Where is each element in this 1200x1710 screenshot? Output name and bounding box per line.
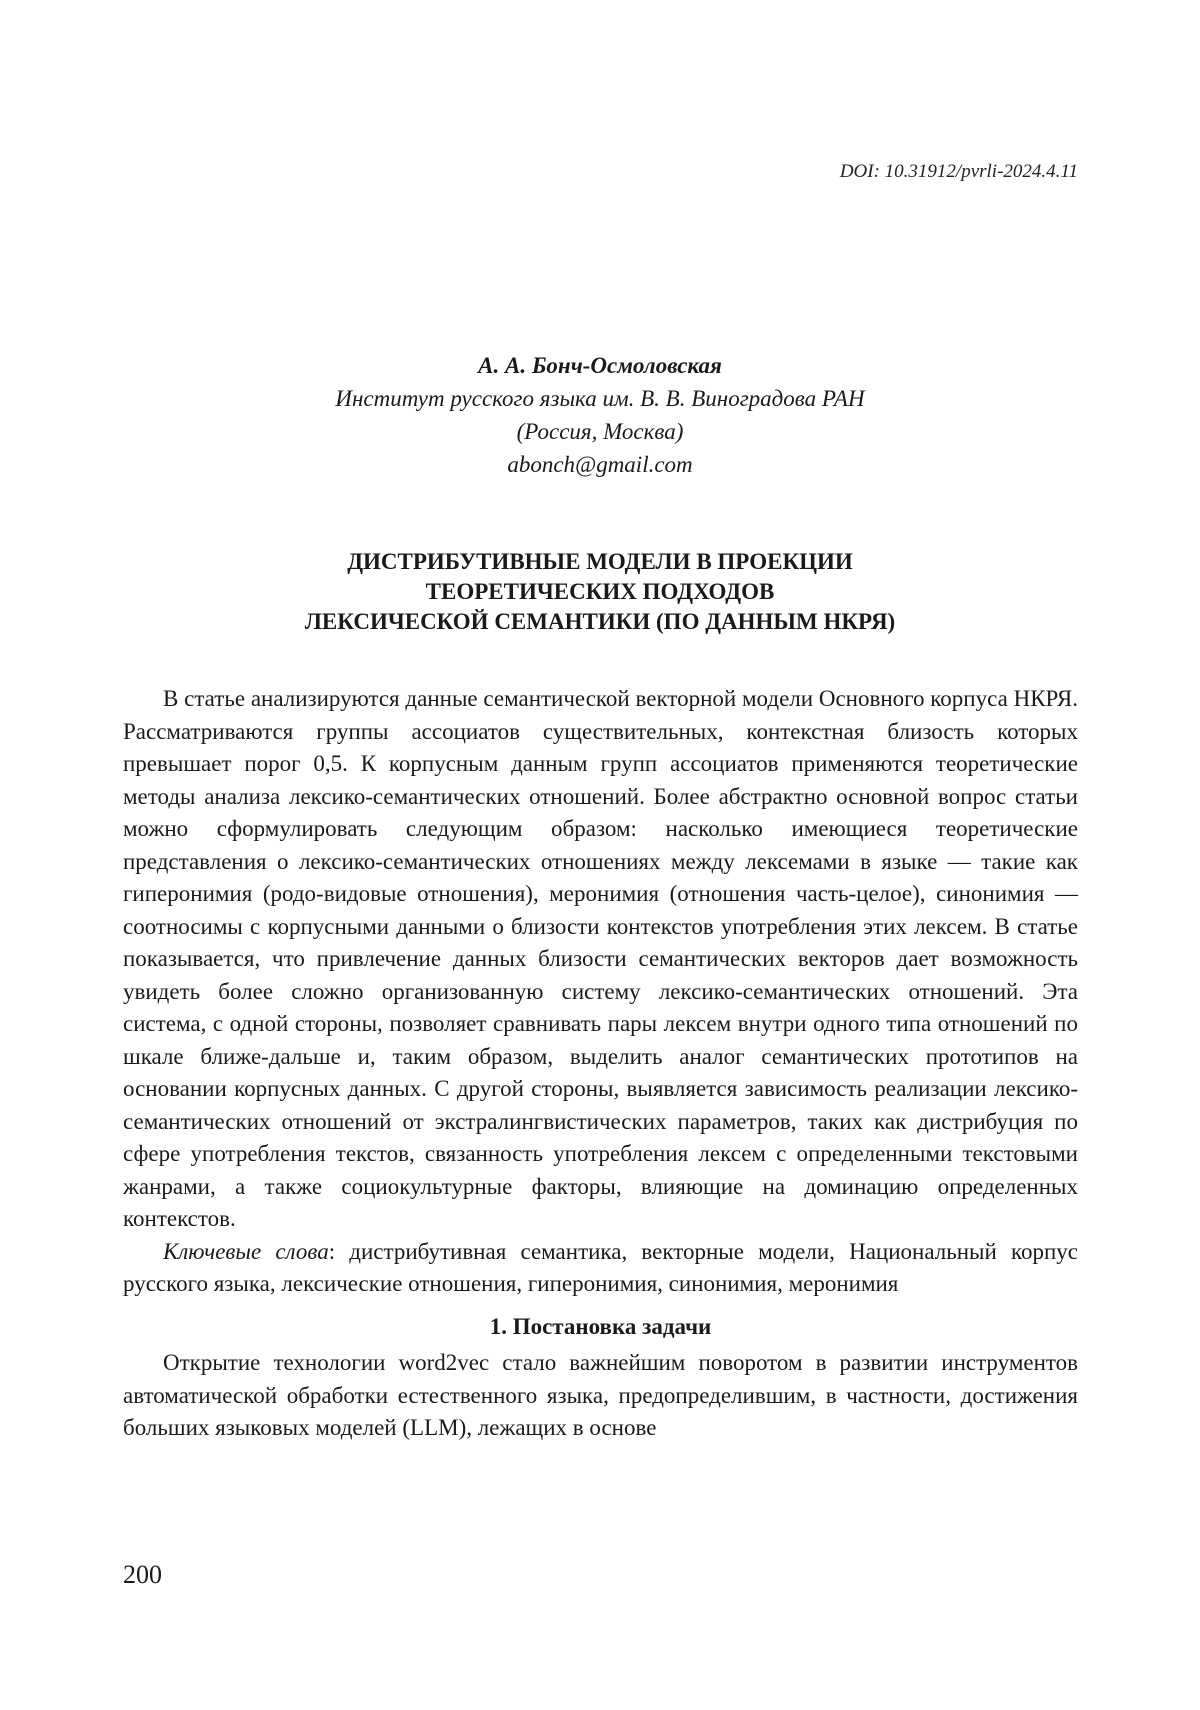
doi-label: DOI: 10.31912/pvrli-2024.4.11 [839, 161, 1078, 182]
page-number: 200 [123, 1560, 162, 1589]
author-name: А. А. Бонч-Осмоловская [478, 353, 722, 378]
title-line-3: ЛЕКСИЧЕСКОЙ СЕМАНТИКИ (ПО ДАННЫМ НКРЯ) [304, 609, 896, 634]
article-title [0, 547, 1200, 637]
keywords-paragraph [123, 1236, 1078, 1301]
article-body [123, 683, 1078, 1445]
keywords-label: Ключевые слова [163, 1238, 329, 1264]
title-line-2: ТЕОРЕТИЧЕСКИХ ПОДХОДОВ [425, 579, 775, 604]
author-block [0, 349, 1200, 481]
section-heading: 1. Постановка задачи [489, 1313, 712, 1339]
author-email: abonch@gmail.com [507, 452, 693, 477]
abstract-paragraph: В статье анализируются данные семантической векторной модели Основного корпуса НКРЯ. Рассматриваются группы ассоциатов существительных, контекстная близость которых превышает порог 0,5. К корпусным данным групп ассоциатов применяются теоретические методы анализа лексико-семантических отношений. Более абстрактно основной вопрос статьи можно сформулировать следующим образом: насколько имеющиеся теоретические представления о лексико-семантических отношениях между лексемами в языке — такие как гиперонимия (родо-видовые отношения), меронимия (отношения часть-целое), синонимия — соотносимы с корпусными данными о близости контекстов употребления этих лексем. В статье показывается, что привлечение данных близости семантических векторов дает возможность увидеть более сложно организованную систему лексико-семантических отношений. Эта система, с одной стороны, позволяет сравнивать пары лексем внутри одного типа отношений по шкале ближе-дальше и, таким образом, выделить аналог семантических прототипов на основании корпусных данных. С другой стороны, выявляется зависимость реализации лексико-семантических отношений от экстралингвистических параметров, таких как дистрибуция по сфере употребления текстов, связанность употребления лексем с определенными текстовыми жанрами, а также социокультурные факторы, влияющие на доминацию определенных контекстов. [123, 686, 1078, 1231]
author-affiliation: Институт русского языка им. В. В. Виноградова РАН [335, 386, 865, 411]
title-line-1: ДИСТРИБУТИВНЫЕ МОДЕЛИ В ПРОЕКЦИИ [347, 549, 853, 574]
section-paragraph: Открытие технологии word2vec стало важнейшим поворотом в развитии инструментов автоматической обработки естественного языка, предопределившим, в частности, достижения больших языковых моделей (LLM), лежащих в основе [123, 1350, 1078, 1440]
keywords-text: : дистрибутивная семантика, векторные модели, Национальный корпус русского языка, лексические отношения, гиперонимия, синонимия, меронимия [123, 1238, 1079, 1296]
author-location: (Россия, Москва) [516, 419, 684, 444]
